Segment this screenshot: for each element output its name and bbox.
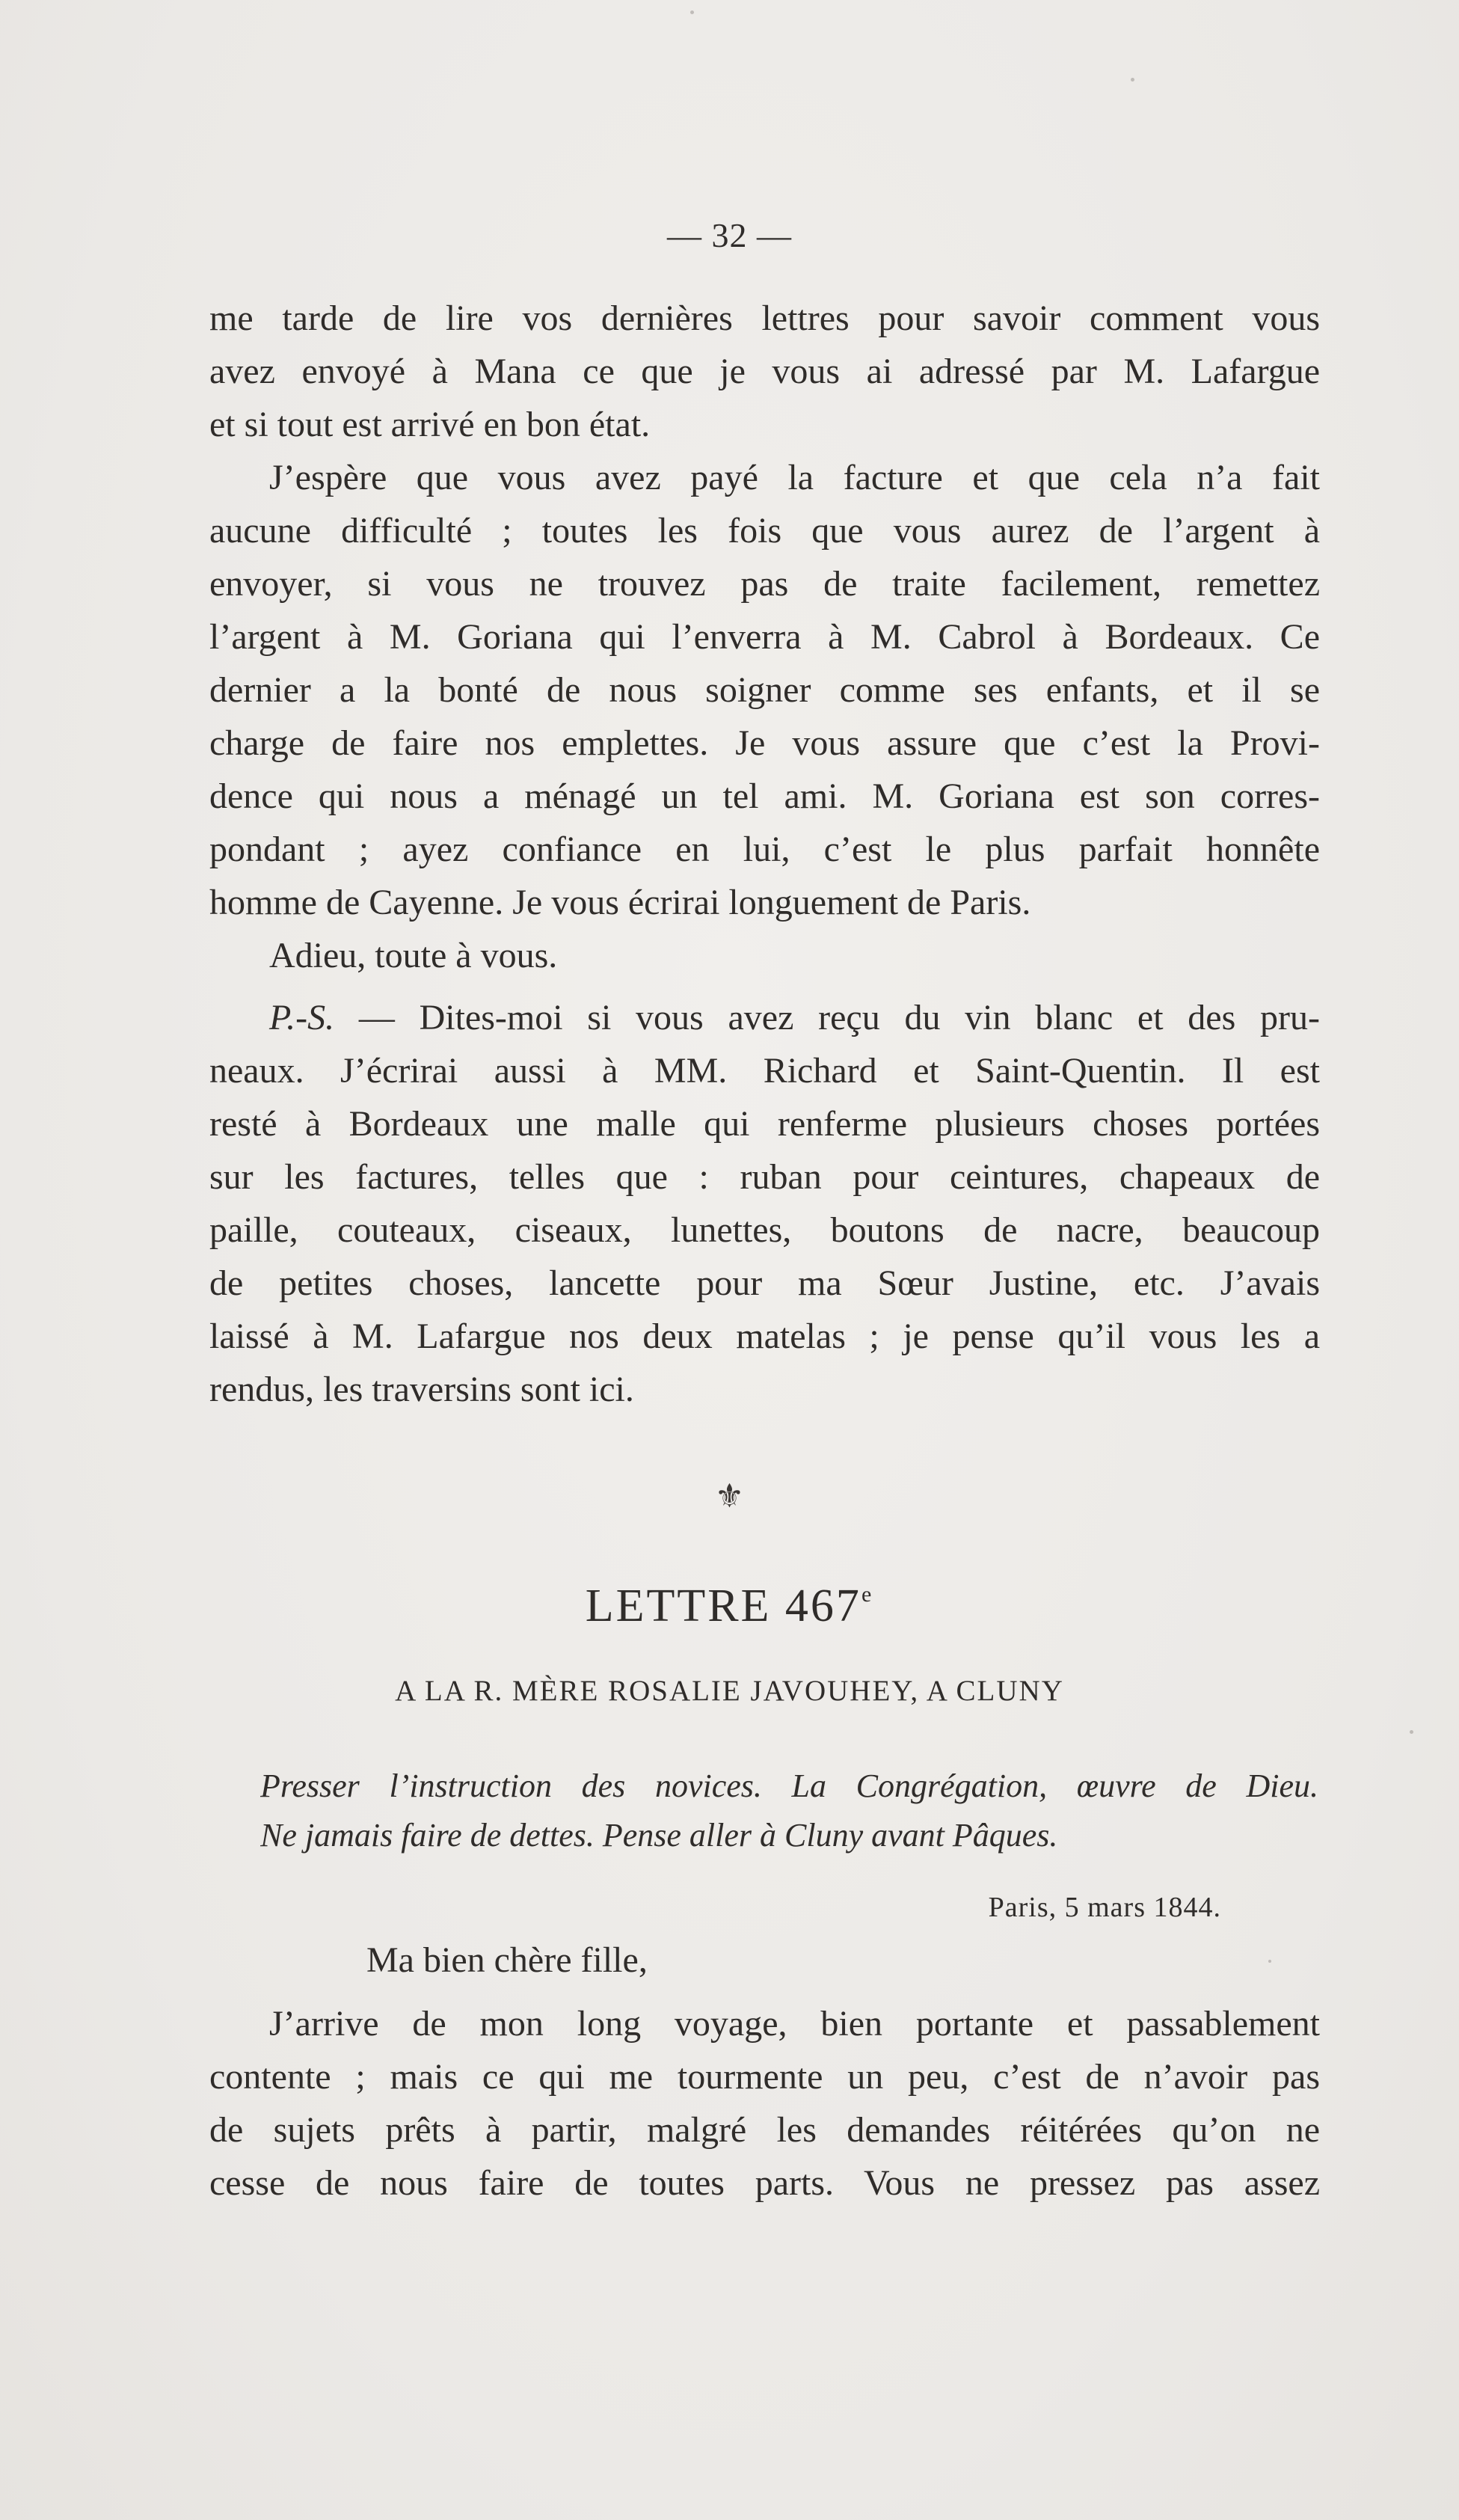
text-line: contente ; mais ce qui me tourmente un peu, c’est de n’avoir pas bbox=[209, 2057, 1320, 2097]
letter-title-superscript: e bbox=[861, 1582, 874, 1607]
text-line: charge de faire nos emplettes. Je vous assure que c’est la Provi- bbox=[209, 723, 1320, 763]
summary-line: Ne jamais faire de dettes. Pense aller à Cluny avant Pâques. bbox=[260, 1817, 1058, 1854]
text-line: neaux. J’écrirai aussi à MM. Richard et Saint-Quentin. Il est bbox=[209, 1051, 1320, 1091]
postscript-first-line bbox=[209, 991, 1320, 1044]
text-line: pondant ; ayez confiance en lui, c’est le plus parfait honnête bbox=[209, 830, 1320, 869]
closing-line: Adieu, toute à vous. bbox=[269, 936, 558, 975]
paper-speck bbox=[1268, 1960, 1271, 1963]
text-line: et si tout est arrivé en bon état. bbox=[209, 405, 651, 444]
text-line: l’argent à M. Goriana qui l’enverra à M. Cabrol à Bordeaux. Ce bbox=[209, 617, 1320, 657]
text-line: homme de Cayenne. Je vous écrirai longuement de Paris. bbox=[209, 883, 1031, 922]
text-line: avez envoyé à Mana ce que je vous ai adressé par M. Lafargue bbox=[209, 352, 1320, 391]
fleuron-ornament-icon: ⚜ bbox=[714, 1478, 745, 1515]
postscript-label: P.-S. bbox=[269, 998, 335, 1037]
letter-title-text: LETTRE 467 bbox=[585, 1581, 861, 1631]
text-line: envoyer, si vous ne trouvez pas de traite facilement, remettez bbox=[209, 564, 1320, 604]
text-line: me tarde de lire vos dernières lettres pour savoir comment vous bbox=[209, 298, 1320, 338]
text-line: aucune difficulté ; toutes les fois que vous aurez de l’argent à bbox=[209, 511, 1320, 551]
letter-title bbox=[0, 1580, 1459, 1633]
text-line: dernier a la bonté de nous soigner comme ses enfants, et il se bbox=[209, 670, 1320, 710]
text-line: sur les factures, telles que : ruban pour ceintures, chapeaux de bbox=[209, 1157, 1320, 1197]
text-line: laissé à M. Lafargue nos deux matelas ; je pense qu’il vous les a bbox=[209, 1316, 1320, 1356]
text-line: de sujets prêts à partir, malgré les demandes réitérées qu’on ne bbox=[209, 2110, 1320, 2150]
paper-speck bbox=[1131, 78, 1134, 82]
paper-speck bbox=[1410, 1730, 1413, 1734]
paper-speck bbox=[690, 10, 694, 14]
letter-salutation: Ma bien chère fille, bbox=[366, 1940, 648, 1980]
text-line: cesse de nous faire de toutes parts. Vous ne pressez pas assez bbox=[209, 2163, 1320, 2203]
summary-line: Presser l’instruction des novices. La Congrégation, œuvre de Dieu. bbox=[260, 1768, 1318, 1804]
letter-dateline: Paris, 5 mars 1844. bbox=[988, 1892, 1221, 1923]
postscript-text: — Dites-moi si vous avez reçu du vin blanc et des pru- bbox=[334, 998, 1320, 1037]
letter-summary bbox=[260, 1762, 1318, 1860]
text-line: J’arrive de mon long voyage, bien portante et passablement bbox=[269, 2004, 1320, 2044]
text-line: paille, couteaux, ciseaux, lunettes, boutons de nacre, beaucoup bbox=[209, 1210, 1320, 1250]
page-number: — 32 — bbox=[667, 216, 792, 254]
text-line: de petites choses, lancette pour ma Sœur Justine, etc. J’avais bbox=[209, 1263, 1320, 1303]
letter-recipient: A LA R. MÈRE ROSALIE JAVOUHEY, A CLUNY bbox=[395, 1675, 1064, 1707]
letter-body bbox=[209, 1997, 1320, 2210]
text-line: dence qui nous a ménagé un tel ami. M. Goriana est son corres- bbox=[209, 776, 1320, 816]
text-line: rendus, les traversins sont ici. bbox=[209, 1370, 634, 1409]
continuation-text bbox=[209, 292, 1320, 1416]
text-line: resté à Bordeaux une malle qui renferme plusieurs choses portées bbox=[209, 1104, 1320, 1144]
text-line: J’espère que vous avez payé la facture et que cela n’a fait bbox=[269, 458, 1320, 497]
